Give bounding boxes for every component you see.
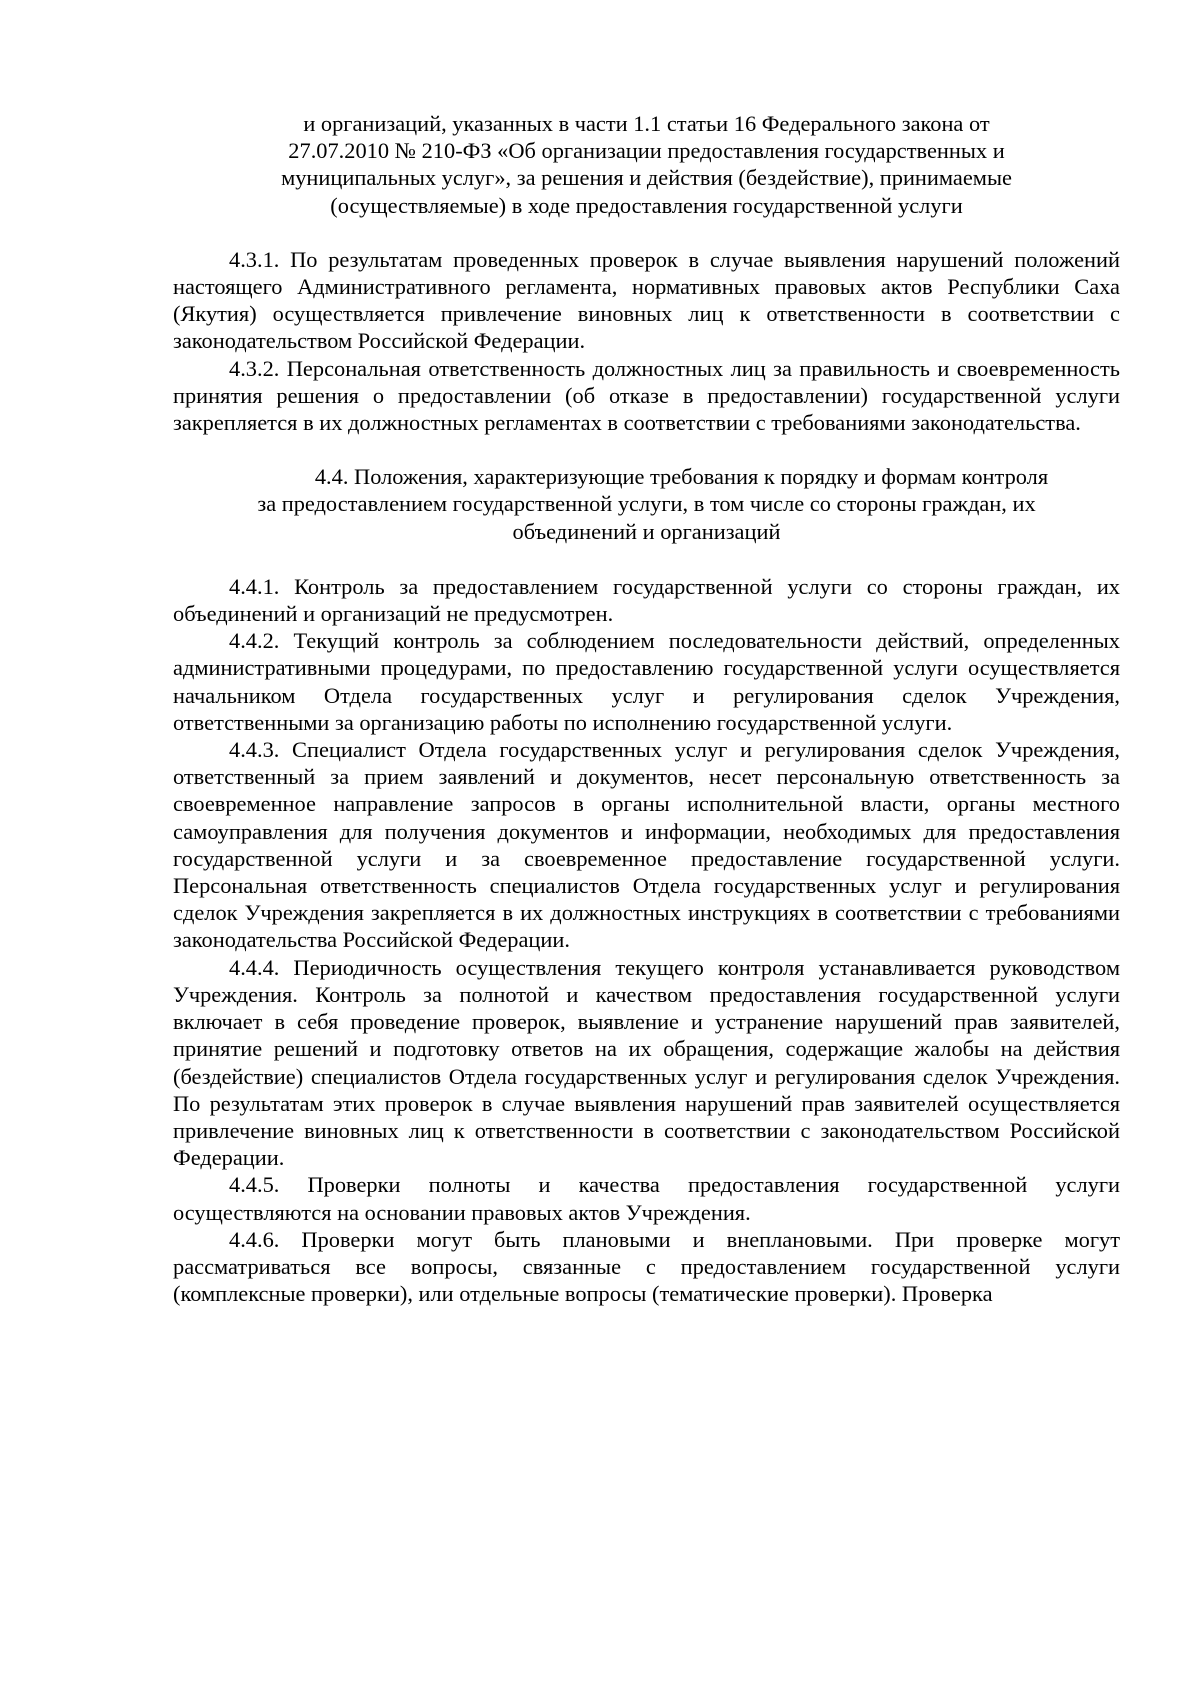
spacer <box>173 545 1120 573</box>
spacer <box>173 219 1120 246</box>
paragraph-4-4-2: 4.4.2. Текущий контроль за соблюдением последовательности действий, определенных административными процедурами, по предоставлению государственной услуги осуществляется начальником Отдела государственных услуг и регулирования сделок Учреждения, ответственными за организацию работы по исполнению государственной услуги. <box>173 628 1120 735</box>
paragraph-4-4-5: 4.4.5. Проверки полноты и качества предоставления государственной услуги осуществляются на основании правовых актов Учреждения. <box>173 1172 1120 1225</box>
section-4-3-heading: и организаций, указанных в части 1.1 статьи 16 Федерального закона от 27.07.2010 № 210-ФЗ «Об организации предоставления государственных и муниципальных услуг», за решения и действия (бездействие), принимаемые (осуществляемые) в ходе предоставления государственной услуги <box>281 111 1012 218</box>
section-4-4-heading: 4.4. Положения, характеризующие требования к порядку и формам контроля за предоставлением государственной услуги, в том числе со стороны граждан, их объединений и организаций <box>257 464 1049 544</box>
document-page <box>173 110 1120 1307</box>
paragraph-4-4-1: 4.4.1. Контроль за предоставлением государственной услуги со стороны граждан, их объединений и организаций не предусмотрен. <box>173 573 1120 627</box>
spacer <box>173 436 1120 463</box>
paragraph-4-4-4: 4.4.4. Периодичность осуществления текущего контроля устанавливается руководством Учреждения. Контроль за полнотой и качеством предоставления государственной услуги включает в себя проведение проверок, выявление и устранение нарушений прав заявителей, принятие решений и подготовку ответов на их обращения, содержащие жалобы на действия (бездействие) специалистов Отдела государственных услуг и регулирования сделок Учреждения. По результатам этих проверок в случае выявления нарушений прав заявителей осуществляется привлечение виновных лиц к ответственности в соответствии с законодательством Российской Федерации. <box>173 954 1120 1171</box>
paragraph-4-3-1: 4.3.1. По результатам проведенных проверок в случае выявления нарушений положений настоящего Административного регламента, нормативных правовых актов Республики Саха (Якутия) осуществляется привлечение виновных лиц к ответственности в соответствии с законодательством Российской Федерации. <box>173 246 1120 354</box>
paragraph-4-3-2: 4.3.2. Персональная ответственность должностных лиц за правильность и своевременность принятия решения о предоставлении (об отказе в предоставлении) государственной услуги закрепляется в их должностных регламентах в соответствии с требованиями законодательства. <box>173 355 1120 436</box>
paragraph-4-4-3: 4.4.3. Специалист Отдела государственных услуг и регулирования сделок Учреждения, ответственный за прием заявлений и документов, несет персональную ответственность за своевременное направление запросов в органы исполнительной власти, органы местного самоуправления для получения документов и информации, необходимых для предоставления государственной услуги и за своевременное предоставление государственной услуги. Персональная ответственность специалистов Отдела государственных услуг и регулирования сделок Учреждения закрепляется в их должностных инструкциях в соответствии с требованиями законодательства Российской Федерации. <box>173 737 1120 953</box>
paragraph-4-4-6: 4.4.6. Проверки могут быть плановыми и внеплановыми. При проверке могут рассматриваться все вопросы, связанные с предоставлением государственной услуги (комплексные проверки), или отдельные вопросы (тематические проверки). Проверка <box>173 1226 1120 1307</box>
